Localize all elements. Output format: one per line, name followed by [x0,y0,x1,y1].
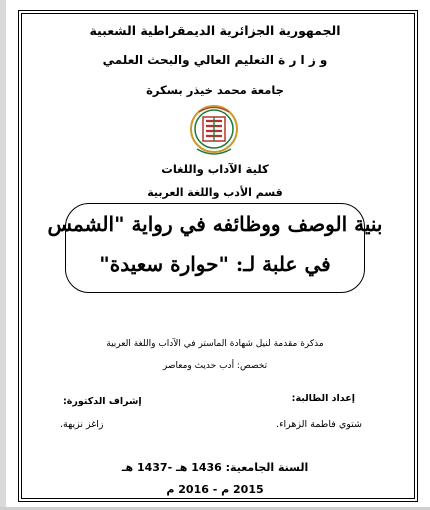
student-label: إعداد الطالبة: [291,393,355,404]
supervisor-name: زاغز نزيهة. [60,419,104,430]
faculty-heading: كلية الآداب واللغات [161,162,269,176]
thesis-title-line1: بنية الوصف ووظائفه في رواية "الشمس [47,212,383,236]
thesis-purpose: مذكرة مقدمة لنيل شهادة الماستر في الآداب واللغة العربية [106,339,324,349]
ministry-heading: و ز ا ر ة التعليم العالي والبحث العلمي [102,53,328,67]
academic-year-hijri: السنة الجامعية: 1436 هـ -1437 هـ [121,461,309,474]
thesis-title-line2: في علبة لـ: "حوارة سعيدة" [99,252,331,276]
department-heading: قسم الأدب واللغة العربية [147,186,283,199]
university-logo-icon [189,103,239,159]
student-name: شتوي فاطمة الزهراء. [276,419,362,430]
republic-heading: الجمهورية الجزائرية الديمقراطية الشعبية [89,23,341,38]
thesis-specialization: تخصص: أدب حديث ومعاصر [162,361,268,371]
supervisor-label: إشراف الدكتورة: [63,396,142,407]
academic-year-gregorian: 2015 م - 2016 م [166,483,264,496]
university-heading: جامعة محمد خيذر بسكرة [146,83,284,97]
